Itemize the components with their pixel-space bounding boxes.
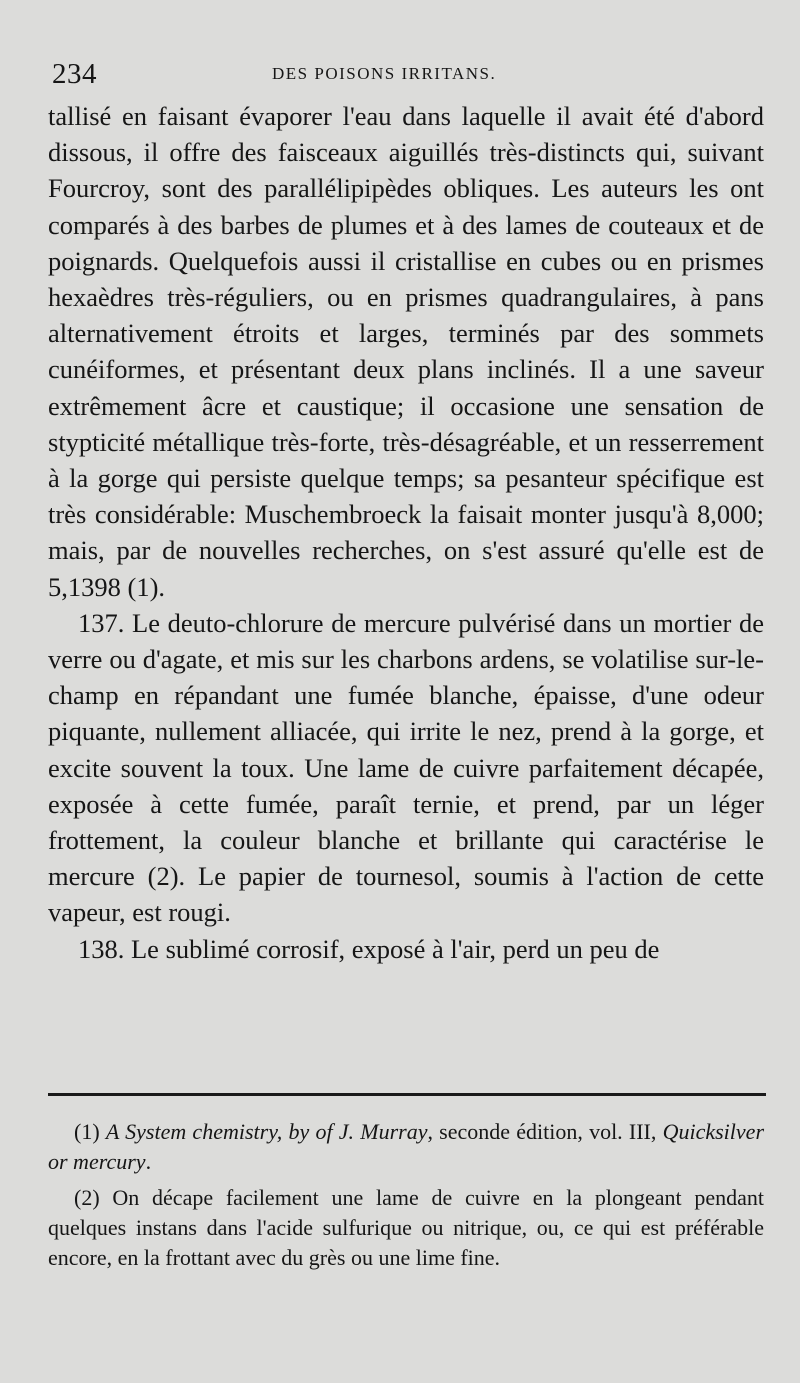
footnote-1-mid: , seconde édition, vol. III, — [427, 1119, 663, 1144]
paragraph-138: 138. Le sublimé corrosif, exposé à l'air, perd un peu de — [78, 933, 660, 964]
page-header — [52, 58, 762, 98]
footnotes — [48, 1117, 764, 1279]
running-title: DES POISONS IRRITANS. — [272, 64, 497, 83]
page-number: 234 — [52, 58, 97, 90]
footnote-rule — [48, 1093, 766, 1096]
paragraph-137: 137. Le deuto-chlorure de mercure pulvérisé dans un mortier de verre ou d'agate, et mis sur les charbons ardens, se volatilise sur-le-champ en répandant une fumée blanche, épaisse, d'une odeur piquante, nullement alliacée, qui irrite le nez, prend à la gorge, et excite souvent la toux. Une lame de cuivre parfaitement décapée, exposée à cette fumée, paraît ternie, et prend, par un léger frottement, la couleur blanche et brillante qui caractérise le mercure (2). Le papier de tournesol, soumis à l'action de cette vapeur, est rougi. — [48, 607, 764, 928]
footnote-2: (2) On décape facilement une lame de cuivre en la plongeant pendant quelques instans dans l'acide sulfurique ou nitrique, ou, ce qui est préférable encore, en la frottant avec du grès ou une lime fine. — [48, 1185, 764, 1270]
footnote-1-end: . — [145, 1149, 152, 1174]
footnote-1 — [48, 1117, 764, 1177]
main-text — [48, 98, 764, 967]
footnote-1-title: A System chemistry, by of J. Murray — [105, 1119, 428, 1144]
paragraph-continued: tallisé en faisant évaporer l'eau dans laquelle il avait été d'abord dissous, il offre des faisceaux aiguillés très-distincts qui, suivant Fourcroy, sont des parallélipipèdes obliques. Les auteurs les ont comparés à des barbes de plumes et à des lames de couteaux et de poignards. Quelquefois aussi il cristallise en cubes ou en prismes hexaèdres très-réguliers, ou en prismes quadrangulaires, à pans alternativement étroits et larges, terminés par des sommets cunéiformes, et présentant deux plans inclinés. Il a une saveur extrêmement âcre et caustique; il occasione une sensation de stypticité métallique très-forte, très-désagréable, et un resserrement à la gorge qui persiste quelque temps; sa pesanteur spécifique est très considérable: Muschembroeck la faisait monter jusqu'à 8,000; mais, par de nouvelles recherches, on s'est assuré qu'elle est de 5,1398 (1). — [48, 101, 764, 602]
footnote-1-subtitle: Quicksilver or mercury — [48, 1119, 764, 1174]
footnote-1-mark: (1) — [74, 1119, 100, 1144]
